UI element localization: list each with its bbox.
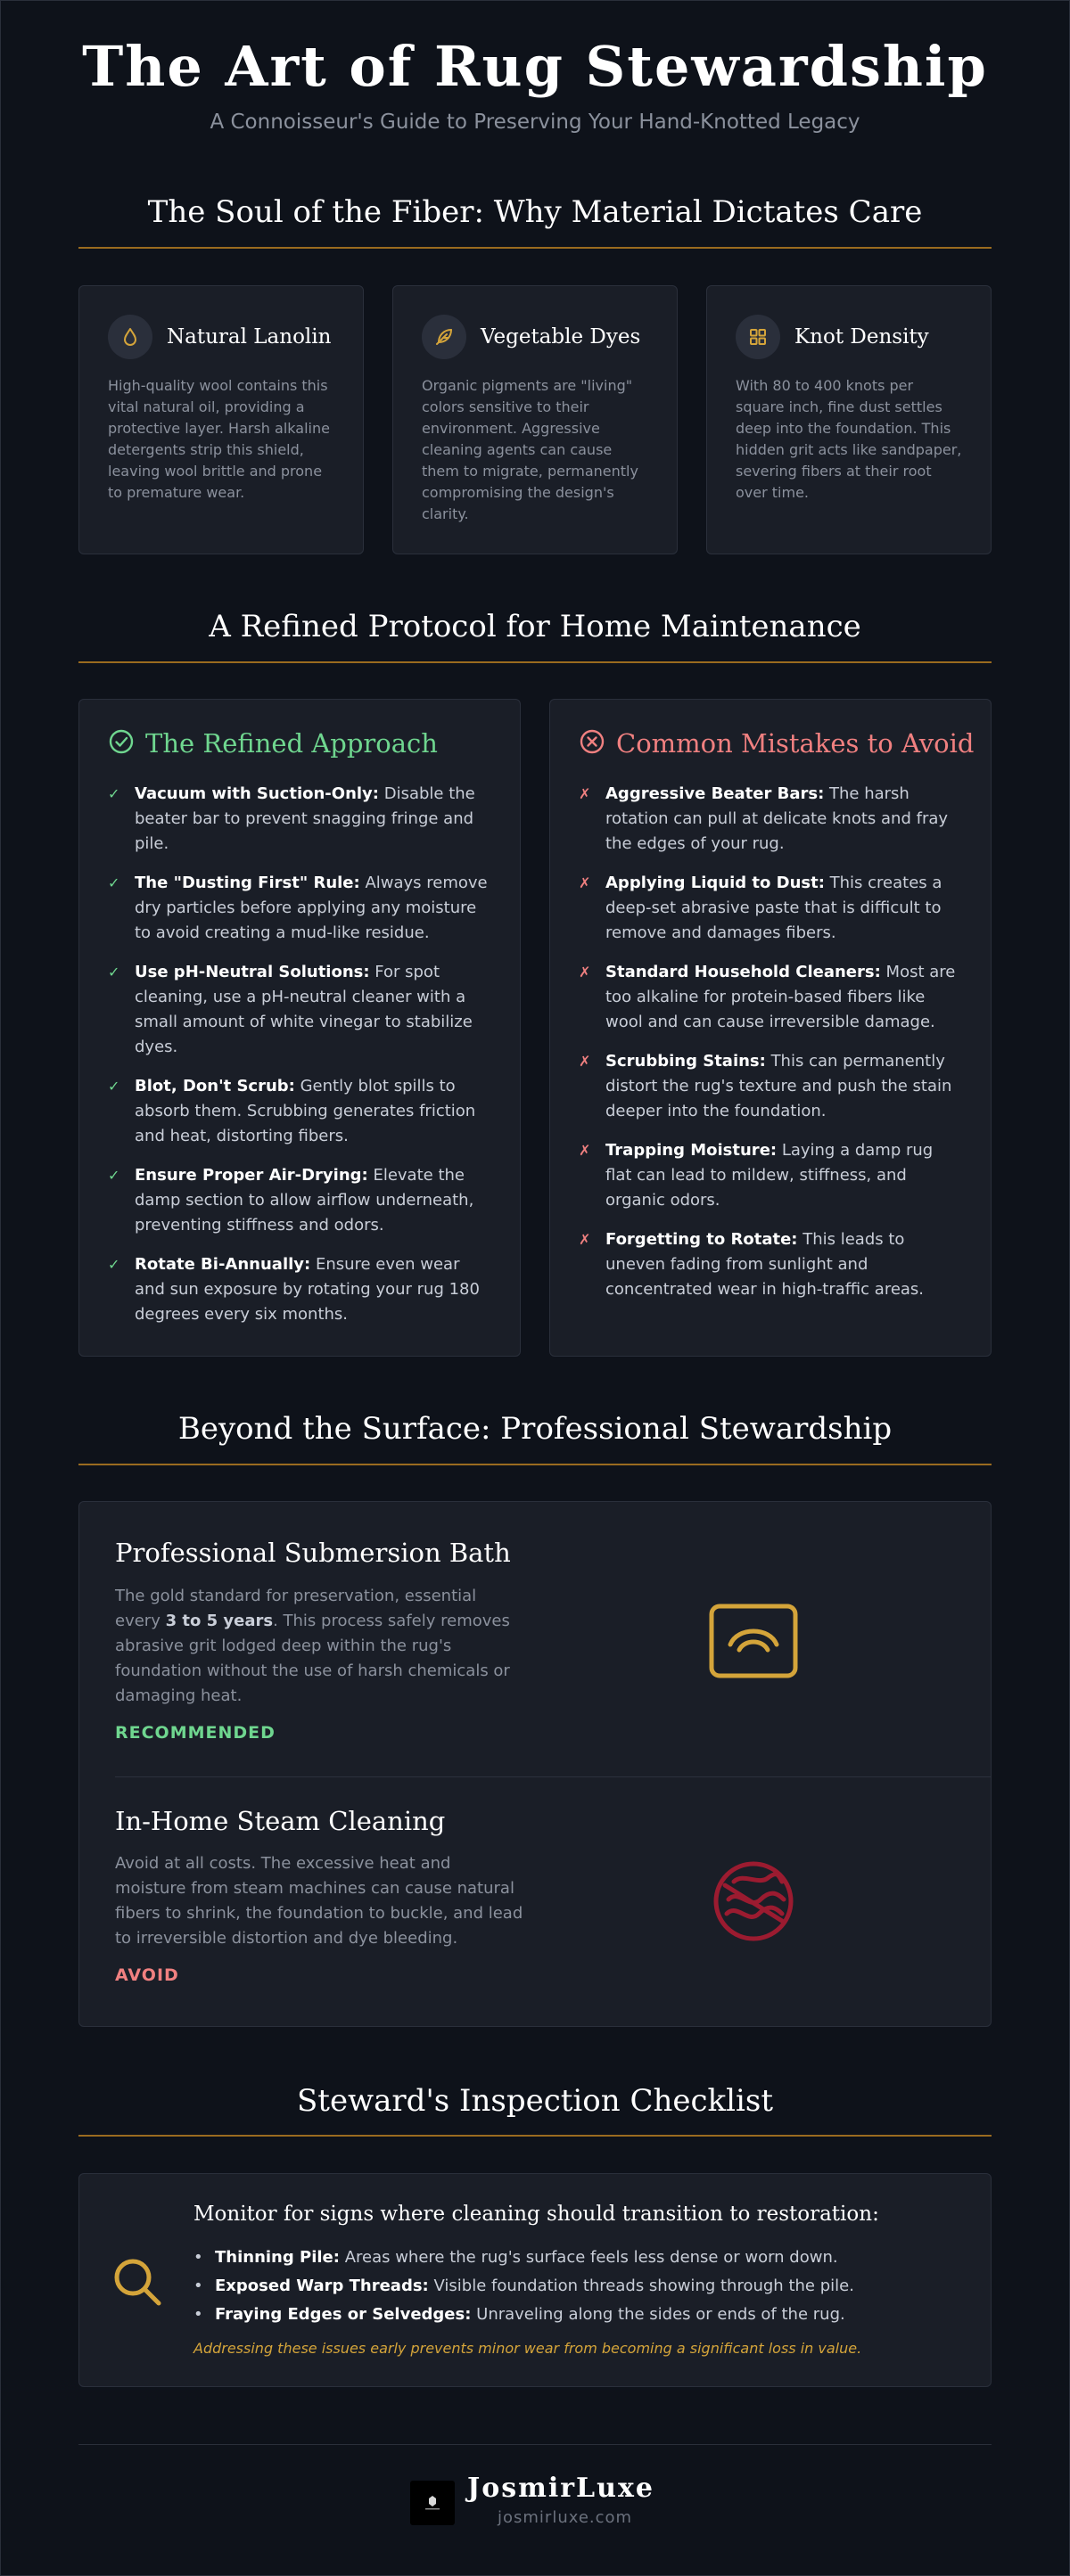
checklist-item-text: Visible foundation threads showing through the pile.	[428, 2277, 854, 2295]
steam-cleaning-title: In-Home Steam Cleaning	[115, 1806, 446, 1836]
refined-approach-title: The Refined Approach	[145, 728, 438, 759]
section-divider	[78, 247, 992, 249]
cross-mark-icon: ✗	[579, 964, 591, 980]
protocol-list-item	[579, 1049, 964, 1124]
item-text: Disable the beater bar to prevent snagging fringe and pile.	[135, 784, 475, 853]
item-label: Use pH-Neutral Solutions:	[135, 963, 370, 981]
refined-approach-card	[78, 699, 521, 1357]
professional-card	[78, 1501, 992, 2027]
checkmark-icon: ✓	[108, 1078, 120, 1095]
checklist-item-label: Thinning Pile:	[215, 2248, 340, 2267]
bath-icon	[709, 1604, 798, 1682]
item-text: This leads to uneven fading from sunlight and concentrated wear in high-traffic areas.	[605, 1230, 925, 1299]
checklist-item-text: Unraveling along the sides or ends of the rug.	[471, 2305, 845, 2324]
page-subtitle: A Connoisseur's Guide to Preserving Your Hand-Knotted Legacy	[210, 111, 860, 134]
protocol-list-item	[579, 782, 964, 857]
checklist-card	[78, 2173, 992, 2387]
cross-mark-icon: ✗	[579, 1142, 591, 1159]
no-steam-icon	[709, 1858, 798, 1948]
feather-icon	[422, 315, 466, 359]
section-divider	[78, 1464, 992, 1465]
footer-divider	[78, 2444, 992, 2445]
protocol-section-title: A Refined Protocol for Home Maintenance	[209, 609, 861, 644]
item-text: Gently blot spills to absorb them. Scrubbing generates friction and heat, distorting fibers.	[135, 1077, 476, 1145]
common-mistakes-list	[579, 782, 964, 1317]
fiber-card-text: High-quality wool contains this vital natural oil, providing a protective layer. Harsh alkaline detergents strip this shield, leaving wool brittle and prone to premature wear.	[108, 377, 330, 501]
fiber-card-title: Natural Lanolin	[167, 325, 332, 349]
cross-mark-icon: ✗	[579, 1053, 591, 1070]
checklist-item-label: Exposed Warp Threads:	[215, 2277, 429, 2295]
professional-section-title: Beyond the Surface: Professional Stewardship	[177, 1411, 893, 1447]
checklist-note: Addressing these issues early prevents minor wear from becoming a significant loss in value.	[193, 2340, 862, 2357]
item-text: Most are too alkaline for protein-based fibers like wool and can cause irreversible damage.	[605, 963, 956, 1031]
item-label: Vacuum with Suction-Only:	[135, 784, 379, 803]
section-divider	[78, 2135, 992, 2137]
protocol-list-item	[579, 871, 964, 946]
checkmark-icon: ✓	[108, 874, 120, 891]
protocol-list-item	[108, 1074, 493, 1149]
fiber-card-text: Organic pigments are "living" colors sensitive to their environment. Aggressive cleaning agents can cause them to migrate, permanently compromising the design's clarity.	[422, 377, 638, 522]
fiber-section-title: The Soul of the Fiber: Why Material Dictates Care	[147, 194, 923, 230]
checklist-heading: Monitor for signs where cleaning should transition to restoration:	[193, 2203, 879, 2226]
brand-name[interactable]: JosmirLuxe	[467, 2473, 654, 2504]
checkmark-icon: ✓	[108, 1167, 120, 1184]
item-label: Aggressive Beater Bars:	[605, 784, 825, 803]
submersion-bath-text: The gold standard for preservation, essential every 3 to 5 years. This process safely removes abrasive grit lodged deep within the rug's foundation without the use of harsh chemicals or damaging heat.	[115, 1587, 510, 1705]
protocol-list-item	[579, 1227, 964, 1302]
steam-cleaning-text: Avoid at all costs. The excessive heat and moisture from steam machines can cause natural fibers to shrink, the foundation to buckle, and lead to irreversible distortion and dye bleeding.	[115, 1854, 523, 1948]
item-label: Ensure Proper Air-Drying:	[135, 1166, 368, 1185]
fiber-card-title: Vegetable Dyes	[481, 325, 641, 349]
professional-divider	[115, 1776, 991, 1777]
item-label: Blot, Don't Scrub:	[135, 1077, 295, 1095]
item-text: For spot cleaning, use a pH-neutral cleaner with a small amount of white vinegar to stabilize dyes.	[135, 963, 473, 1056]
cross-mark-icon: ✗	[579, 1231, 591, 1248]
x-circle-icon	[579, 728, 605, 759]
submersion-bath-title: Professional Submersion Bath	[115, 1538, 511, 1568]
protocol-list-item	[108, 782, 493, 857]
brand-website[interactable]: josmirluxe.com	[498, 2508, 633, 2527]
item-label: Standard Household Cleaners:	[605, 963, 881, 981]
item-label: Rotate Bi-Annually:	[135, 1255, 311, 1274]
protocol-list-item	[579, 960, 964, 1035]
grid-icon	[736, 315, 780, 359]
avoid-badge: AVOID	[115, 1965, 179, 1985]
magnifier-icon	[111, 2256, 163, 2311]
item-text: This creates a deep-set abrasive paste that is difficult to remove and damages fibers.	[605, 874, 942, 942]
common-mistakes-card	[549, 699, 992, 1357]
item-label: Forgetting to Rotate:	[605, 1230, 798, 1249]
item-text: This can permanently distort the rug's texture and push the stain deeper into the foundation.	[605, 1052, 952, 1120]
cross-mark-icon: ✗	[579, 874, 591, 891]
fiber-card-dyes	[392, 285, 678, 554]
item-text: Laying a damp rug flat can lead to mildew, stiffness, and organic odors.	[605, 1141, 934, 1210]
item-text: Ensure even wear and sun exposure by rotating your rug 180 degrees every six months.	[135, 1255, 480, 1324]
protocol-list-item	[108, 960, 493, 1060]
fiber-card-lanolin	[78, 285, 364, 554]
protocol-list-item	[579, 1138, 964, 1213]
item-label: Scrubbing Stains:	[605, 1052, 766, 1071]
checklist-item	[193, 2244, 978, 2272]
item-label: Applying Liquid to Dust:	[605, 874, 825, 892]
recommended-badge: RECOMMENDED	[115, 1723, 276, 1743]
checklist-list	[193, 2244, 978, 2329]
checkmark-icon: ✓	[108, 1256, 120, 1273]
fiber-card-text: With 80 to 400 knots per square inch, fine dust settles deep into the foundation. This hidden grit acts like sandpaper, severing fibers at their root over time.	[736, 377, 962, 501]
checklist-item	[193, 2301, 978, 2329]
item-label: Trapping Moisture:	[605, 1141, 778, 1160]
protocol-list-item	[108, 871, 493, 946]
item-text: Always remove dry particles before applying any moisture to avoid creating a mud-like residue.	[135, 874, 488, 942]
checklist-item-label: Fraying Edges or Selvedges:	[215, 2305, 472, 2324]
fiber-card-density	[706, 285, 992, 554]
droplet-icon	[108, 315, 152, 359]
cross-mark-icon: ✗	[579, 785, 591, 802]
item-text: The harsh rotation can pull at delicate knots and fray the edges of your rug.	[605, 784, 949, 853]
protocol-list-item	[108, 1163, 493, 1238]
check-circle-icon	[108, 728, 135, 759]
refined-approach-list	[108, 782, 493, 1341]
page-title: The Art of Rug Stewardship	[82, 34, 988, 99]
checklist-section-title: Steward's Inspection Checklist	[296, 2083, 774, 2119]
section-divider	[78, 661, 992, 663]
brand-logo	[410, 2481, 455, 2525]
checkmark-icon: ✓	[108, 964, 120, 980]
item-label: The "Dusting First" Rule:	[135, 874, 360, 892]
common-mistakes-title: Common Mistakes to Avoid	[616, 728, 975, 759]
checklist-item-text: Areas where the rug's surface feels less dense or worn down.	[339, 2248, 838, 2267]
fiber-card-title: Knot Density	[794, 325, 929, 349]
checkmark-icon: ✓	[108, 785, 120, 802]
checklist-item	[193, 2272, 978, 2301]
item-text: Elevate the damp section to allow airflow underneath, preventing stiffness and odors.	[135, 1166, 474, 1235]
protocol-list-item	[108, 1252, 493, 1327]
